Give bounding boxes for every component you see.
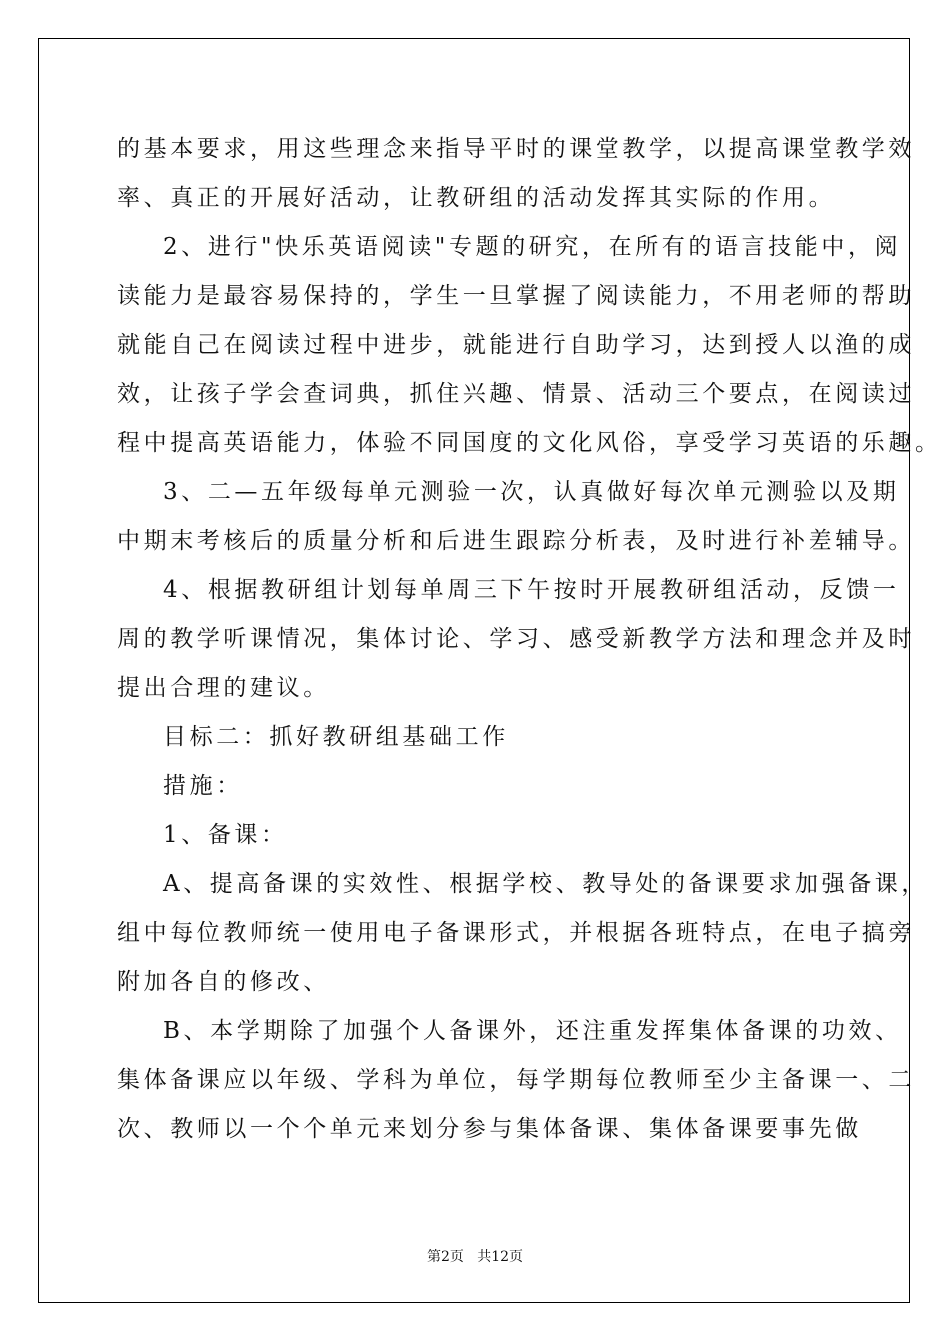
text-line: A、提高备课的实效性、根据学校、教导处的备课要求加强备课， [163, 871, 929, 897]
text-line: 中期末考核后的质量分析和后进生跟踪分析表，及时进行补差辅导。 [117, 528, 915, 554]
text-line: 次、教师以一个个单元来划分参与集体备课、集体备课要事先做 [117, 1116, 862, 1142]
text-line: 就能自己在阅读过程中进步，就能进行自助学习，达到授人以渔的成 [117, 332, 915, 358]
text-line: 集体备课应以年级、学科为单位，每学期每位教师至少主备课一、二 [117, 1067, 915, 1093]
text-line: 程中提高英语能力，体验不同国度的文化风俗，享受学习英语的乐趣。 [117, 430, 942, 456]
text-line: 提出合理的建议。 [117, 675, 330, 701]
document-body [117, 125, 942, 1154]
text-line: 的基本要求，用这些理念来指导平时的课堂教学，以提高课堂教学效 [117, 136, 915, 162]
text-line: 3、二—五年级每单元测验一次，认真做好每次单元测验以及期 [163, 479, 900, 505]
text-line: 周的教学听课情况，集体讨论、学习、感受新教学方法和理念并及时 [117, 626, 915, 652]
text-line: 率、真正的开展好活动，让教研组的活动发挥其实际的作用。 [117, 185, 836, 211]
text-line: 读能力是最容易保持的，学生一旦掌握了阅读能力，不用老师的帮助 [117, 283, 915, 309]
text-line: 组中每位教师统一使用电子备课形式，并根据各班特点，在电子搞旁 [117, 920, 915, 946]
text-line: B、本学期除了加强个人备课外，还注重发挥集体备课的功效、 [163, 1018, 902, 1044]
text-line: 效，让孩子学会查词典，抓住兴趣、情景、活动三个要点，在阅读过 [117, 381, 915, 407]
item-heading: 1、备课： [163, 822, 288, 848]
section-heading: 目标二：抓好教研组基础工作 [163, 724, 509, 750]
measures-label: 措施： [163, 773, 243, 799]
page-footer: 第2页 共12页 [426, 1249, 524, 1265]
text-line: 附加各自的修改、 [117, 969, 330, 995]
text-line: 4、根据教研组计划每单周三下午按时开展教研组活动，反馈一 [163, 577, 900, 603]
text-line: 2、进行"快乐英语阅读"专题的研究，在所有的语言技能中，阅 [163, 234, 902, 260]
